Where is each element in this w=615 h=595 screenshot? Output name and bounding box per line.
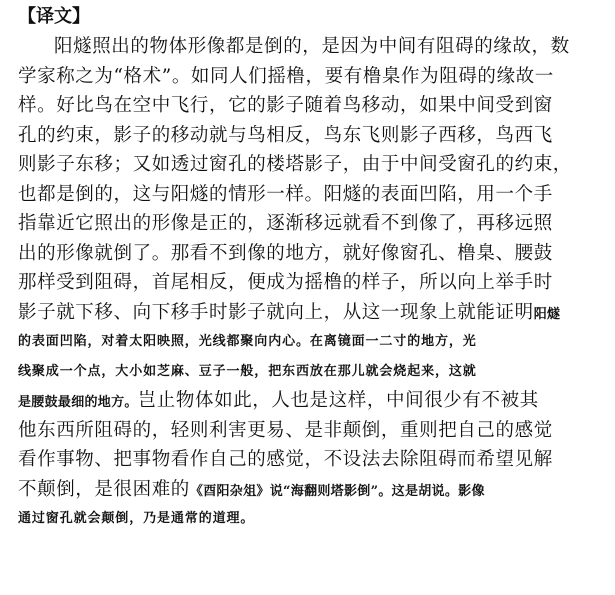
line-text: 看作事物、把事物看作自己的感觉，不设法去除阻碍而希望见解 [18, 449, 553, 470]
line-text: 孔的约束，影子的移动就与鸟相反，鸟东飞则影子西移，鸟西飞 [18, 124, 553, 146]
section-heading: 【译文】 [18, 6, 90, 27]
text-line [18, 268, 608, 298]
text-line [18, 239, 608, 269]
text-line-small [18, 327, 608, 357]
line-text: 学家称之为“格术”。如同人们摇橹，要有橹臬作为阻碍的缘故一 [18, 65, 554, 87]
text-line [18, 416, 608, 446]
text-line-small [18, 504, 608, 534]
line-small-text: 《酉阳杂俎》说“海翻则塔影倒”。这是胡说。影像 [189, 483, 485, 499]
text-line [18, 445, 608, 475]
line-text: 则影子东移；又如透过窗孔的楼塔影子，由于中间受窗孔的约束， [18, 154, 572, 175]
text-line [18, 298, 608, 328]
line-text: 阳燧照出的物体形像都是倒的，是因为中间有阻碍的缘故，数 [54, 36, 570, 57]
line-small-text: 的表面凹陷，对着太阳映照，光线都聚向内心。在离镜面一二寸的地方，光 [18, 334, 477, 349]
translation-page [18, 6, 608, 534]
text-line [18, 180, 608, 210]
line-text: 他东西所阻碍的，轻则利害更易、是非颠倒，重则把自己的感觉 [18, 419, 553, 441]
line-text: 影子就下移、向下移手时影子就向上，从这一现象上就能证明 [18, 301, 534, 323]
line-text: 岂止物体如此，人也是这样，中间很少有不被其 [137, 390, 539, 411]
line-text: 那样受到阻碍，首尾相反，便成为摇橹的样子，所以向上举手时 [18, 272, 553, 293]
text-line [18, 209, 608, 239]
text-line [18, 91, 608, 121]
text-line [18, 121, 608, 151]
text-line [18, 32, 608, 62]
line-text: 也都是倒的，这与阳燧的情形一样。阳燧的表面凹陷，用一个手 [18, 183, 553, 205]
line-small-text: 通过窗孔就会颠倒，乃是通常的道理。 [18, 511, 255, 526]
line-text: 指靠近它照出的形像是正的，逐渐移远就看不到像了，再移远照 [18, 213, 553, 234]
text-line [18, 150, 608, 180]
text-line-small [18, 357, 608, 387]
line-text: 不颠倒，是很困难的 [18, 478, 190, 500]
text-line [18, 62, 608, 92]
line-text: 出的形像就倒了。那看不到像的地方，就好像窗孔、橹臬、腰鼓 [18, 242, 553, 264]
line-small-text: 阳燧 [533, 306, 561, 322]
text-line [18, 475, 608, 505]
line-small-text: 是腰鼓最细的地方。 [18, 395, 138, 410]
line-text: 样。好比鸟在空中飞行，它的影子随着鸟移动，如果中间受到窗 [18, 95, 553, 116]
line-small-text: 线聚成一个点，大小如芝麻、豆子一般，把东西放在那儿就会烧起来，这就 [18, 363, 477, 379]
text-line [18, 386, 608, 416]
